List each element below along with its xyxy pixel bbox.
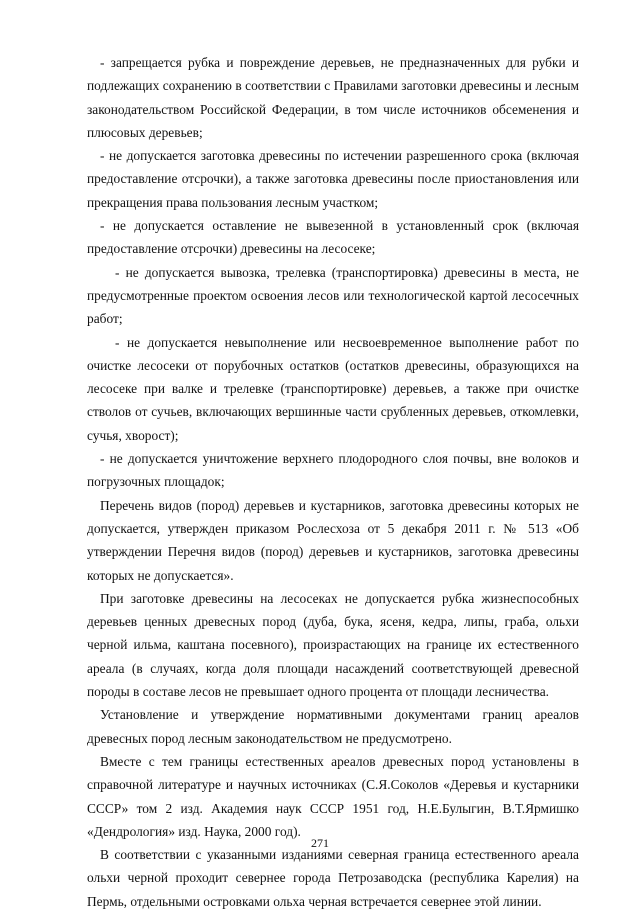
paragraph-harvest-deadline: - не допускается заготовка древесины по истечении разрешенного срока (включая предоставление отсрочки), а также заготовка древесины после приостановления или прекращения права пользования лесным участком; — [87, 148, 579, 210]
paragraph-felling-prohibition: - запрещается рубка и повреждение деревьев, не предназначенных для рубки и подлежащих сохранению в соответствии с Правилами заготовки древесины и лесным законодательством Российской Федерации, в том числе источников обсеменения и плюсовых деревьев; — [87, 55, 579, 140]
paragraph-valuable-species: При заготовке древесины на лесосеках не допускается рубка жизнеспособных деревьев ценных древесных пород (дуба, бука, ясеня, кедра, липы, граба, ольхи черной ильма, каштана посевного), произрастающих на границе их естественного ареала (в случаях, когда доля площади насаждений соответствующей древесной породы в составе лесов не превышает одного процента от площади лесничества. — [87, 590, 579, 700]
paragraph-logging-residue: - не допускается невыполнение или несвоевременное выполнение работ по очистке лесосеки от порубочных остатков (остатков древесины, образующихся на лесосеке при валке и трелевке (транспортировке) деревьев, а также при очистке стволов от сучьев, включающих вершинные части срубленных деревьев, откомлевки, сучья, хворост); — [87, 334, 579, 443]
paragraph-range-boundaries: Установление и утверждение нормативными документами границ ареалов древесных пород лесным законодательством не предусмотрено. — [87, 707, 579, 746]
paragraph-species-list: Перечень видов (пород) деревьев и кустарников, заготовка древесины которых не допускается, утвержден приказом Рослесхоза от 5 декабря 2011 г. № 513 «Об утверждении Перечня видов (пород) деревьев и кустарников, заготовка древесины которых не допускается». — [87, 497, 579, 583]
paragraph-skidding: - не допускается вывозка, трелевка (транспортировка) древесины в места, не предусмотренные проектом освоения лесов или технологической картой лесосечных работ; — [87, 264, 579, 327]
paragraph-black-alder-range: В соответствии с указанными изданиями северная граница естественного ареала ольхи черной проходит севернее города Петрозаводска (республика Карелия) на Пермь, отдельными островками ольха черная встречается севернее этой линии. — [87, 847, 579, 909]
page-number: 271 — [311, 836, 329, 850]
document-body — [87, 51, 579, 913]
paragraph-timber-left: - не допускается оставление не вывезенной в установленный срок (включая предоставление отсрочки) древесины на лесосеке; — [87, 218, 579, 257]
paragraph-reference-sources: Вместе с тем границы естественных ареалов древесных пород установлены в справочной литературе и научных источниках (С.Я.Соколов «Деревья и кустарники СССР» том 2 изд. Академия наук СССР 1951 год, Н.Е.Булыгин, В.Т.Ярмишко «Дендрология» изд. Наука, 2000 год). — [87, 753, 579, 839]
paragraph-topsoil: - не допускается уничтожение верхнего плодородного слоя почвы, вне волоков и погрузочных площадок; — [87, 451, 579, 490]
